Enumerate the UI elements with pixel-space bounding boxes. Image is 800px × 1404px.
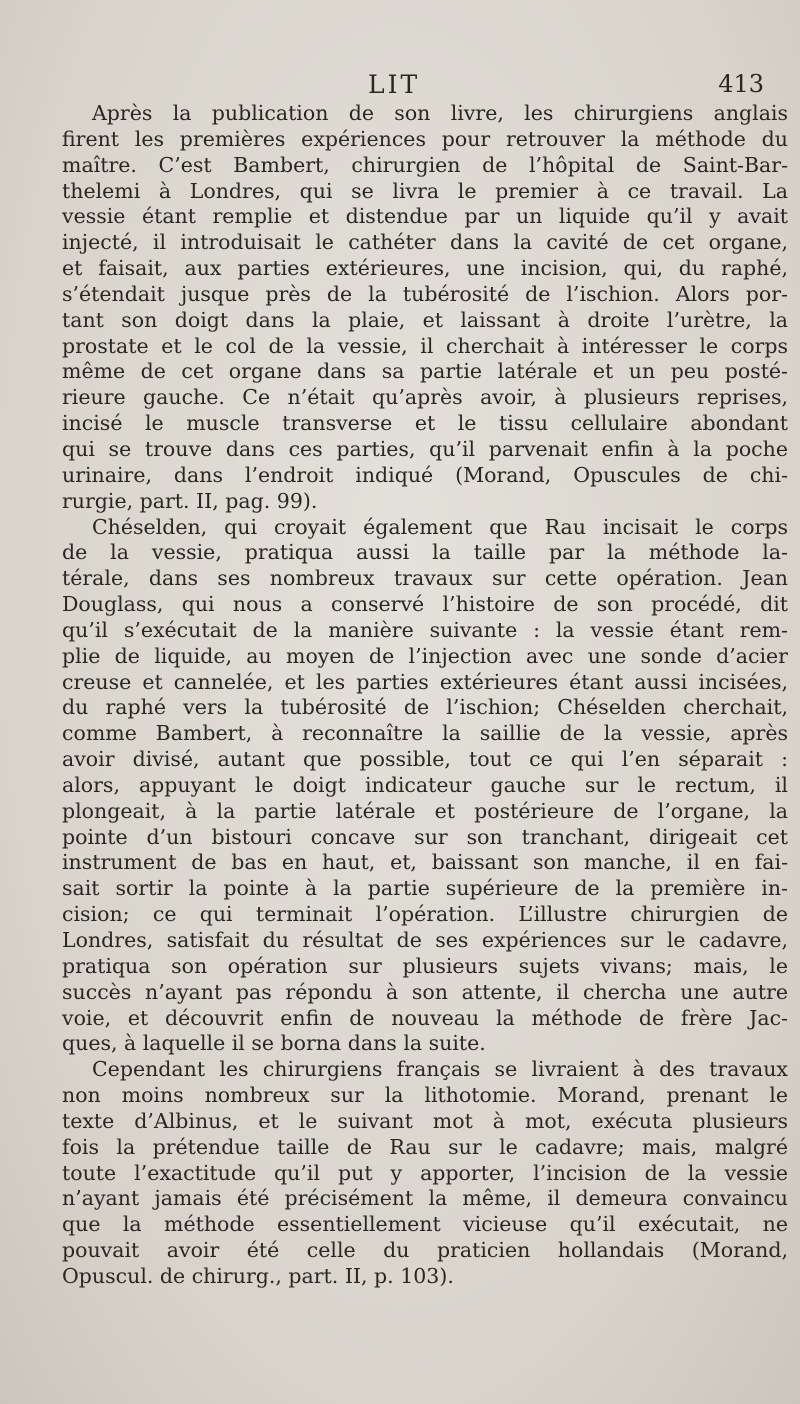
text-line: Chéselden, qui croyait également que Rau incisait le corps bbox=[92, 514, 788, 539]
text-line: cision; ce qui terminait l’opération. L’illustre chirurgien de bbox=[62, 902, 788, 927]
text-line: maître. C’est Bambert, chirurgien de l’hôpital de Saint-Bar- bbox=[62, 152, 788, 177]
text-line: firent les premières expériences pour retrouver la méthode du bbox=[62, 126, 788, 151]
text-line: vessie étant remplie et distendue par un liquide qu’il y avait bbox=[62, 204, 788, 229]
page-number: 413 bbox=[718, 70, 764, 98]
text-line: et faisait, aux parties extérieures, une incision, qui, du raphé, bbox=[62, 256, 788, 281]
text-line: avoir divisé, autant que possible, tout ce qui l’en séparait : bbox=[62, 747, 788, 772]
text-line: plongeait, à la partie latérale et postérieure de l’organe, la bbox=[62, 798, 788, 823]
text-line: pointe d’un bistouri concave sur son tranchant, dirigeait cet bbox=[62, 824, 788, 849]
text-line: plie de liquide, au moyen de l’injection avec une sonde d’acier bbox=[62, 643, 788, 668]
text-line: pouvait avoir été celle du praticien hollandais (Morand, bbox=[62, 1238, 788, 1263]
text-line: texte d’Albinus, et le suivant mot à mot, exécuta plusieurs bbox=[62, 1108, 788, 1133]
text-line: voie, et découvrit enfin de nouveau la méthode de frère Jac- bbox=[62, 1005, 788, 1030]
paragraph bbox=[62, 1057, 788, 1290]
text-line: Cependant les chirurgiens français se livraient à des travaux bbox=[92, 1057, 788, 1082]
paragraph bbox=[62, 101, 788, 515]
text-line: sait sortir la pointe à la partie supérieure de la première in- bbox=[62, 876, 788, 901]
text-line: que la méthode essentiellement vicieuse qu’il exécutait, ne bbox=[62, 1212, 788, 1237]
text-line: incisé le muscle transverse et le tissu cellulaire abondant bbox=[62, 411, 788, 436]
text-line: ques, à laquelle il se borna dans la suite. bbox=[62, 1031, 486, 1056]
text-line: Londres, satisfait du résultat de ses expériences sur le cadavre, bbox=[62, 928, 788, 952]
running-title: LIT bbox=[368, 70, 421, 99]
text-line: creuse et cannelée, et les parties extérieures étant aussi incisées, bbox=[62, 669, 788, 694]
text-line: pratiqua son opération sur plusieurs sujets vivans; mais, le bbox=[62, 953, 788, 978]
text-line: qui se trouve dans ces parties, qu’il parvenait enfin à la poche bbox=[62, 436, 788, 461]
text-line: Après la publication de son livre, les chirurgiens anglais bbox=[92, 101, 788, 125]
text-line: prostate et le col de la vessie, il cherchait à intéresser le corps bbox=[62, 333, 788, 358]
text-line: de la vessie, pratiqua aussi la taille par la méthode la- bbox=[62, 540, 788, 565]
text-line: non moins nombreux sur la lithotomie. Morand, prenant le bbox=[62, 1083, 788, 1108]
text-line: Douglass, qui nous a conservé l’histoire de son procédé, dit bbox=[62, 592, 788, 617]
text-line: n’ayant jamais été précisément la même, il demeura convaincu bbox=[62, 1186, 788, 1211]
text-line: même de cet organe dans sa partie latérale et un peu posté- bbox=[62, 359, 788, 384]
text-line: s’étendait jusque près de la tubérosité de l’ischion. Alors por- bbox=[62, 281, 788, 306]
text-line: alors, appuyant le doigt indicateur gauche sur le rectum, il bbox=[62, 772, 788, 797]
text-line: rieure gauche. Ce n’était qu’après avoir, à plusieurs reprises, bbox=[62, 385, 788, 410]
text-line: thelemi à Londres, qui se livra le premier à ce travail. La bbox=[62, 178, 788, 203]
text-line: instrument de bas en haut, et, baissant son manche, il en fai- bbox=[62, 850, 788, 875]
paragraph bbox=[62, 515, 788, 1058]
running-head bbox=[0, 70, 800, 104]
text-line: Opuscul. de chirurg., part. II, p. 103). bbox=[62, 1263, 454, 1288]
body-text bbox=[62, 101, 788, 1290]
text-line: rurgie, part. II, pag. 99). bbox=[62, 488, 318, 513]
text-line: toute l’exactitude qu’il put y apporter, l’incision de la vessie bbox=[62, 1160, 788, 1185]
text-line: succès n’ayant pas répondu à son attente, il chercha une autre bbox=[62, 979, 788, 1004]
text-line: térale, dans ses nombreux travaux sur cette opération. Jean bbox=[62, 566, 788, 591]
text-line: qu’il s’exécutait de la manière suivante : la vessie étant rem- bbox=[62, 617, 788, 642]
text-line: comme Bambert, à reconnaître la saillie de la vessie, après bbox=[62, 721, 788, 746]
text-line: urinaire, dans l’endroit indiqué (Morand, Opuscules de chi- bbox=[62, 462, 788, 487]
text-line: du raphé vers la tubérosité de l’ischion; Chéselden cherchait, bbox=[62, 695, 788, 720]
text-line: injecté, il introduisait le cathéter dans la cavité de cet organe, bbox=[62, 230, 788, 255]
text-line: tant son doigt dans la plaie, et laissant à droite l’urètre, la bbox=[62, 307, 788, 332]
text-line: fois la prétendue taille de Rau sur le cadavre; mais, malgré bbox=[62, 1134, 788, 1159]
